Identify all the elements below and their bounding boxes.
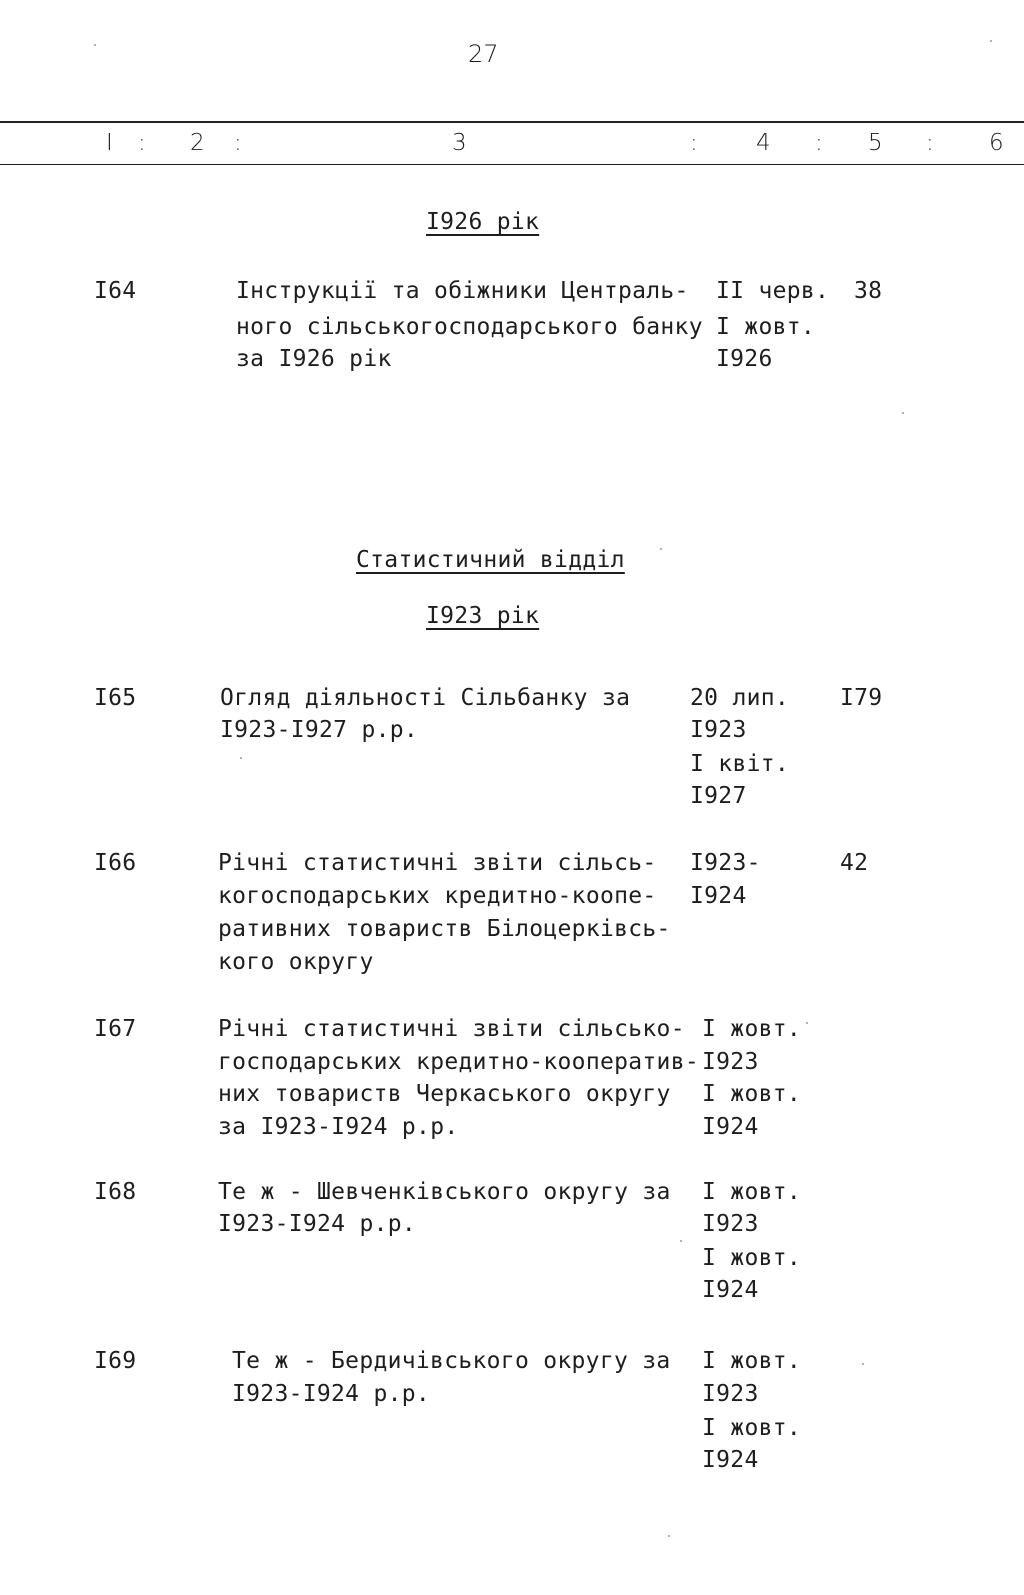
record-title-line: I923-I924 р.р. xyxy=(232,1381,431,1407)
record-date-line: I923 xyxy=(702,1381,759,1407)
scan-speck xyxy=(240,757,242,759)
record-title-line: Річні статистичні звіти сільсь- xyxy=(218,850,657,876)
record-number: I69 xyxy=(94,1348,137,1374)
record-title-line: за I923-I924 р.р. xyxy=(218,1114,459,1140)
section-year-1926: I926 рік xyxy=(426,209,540,235)
record-date-line: I923 xyxy=(702,1211,759,1237)
record-number: I67 xyxy=(94,1016,137,1042)
record-sheet-count: 38 xyxy=(854,278,883,304)
record-date-line: I жовт. xyxy=(702,1016,802,1042)
scan-speck xyxy=(668,1535,670,1537)
record-date-line: I923 xyxy=(690,717,747,743)
section-year-1923: I923 рік xyxy=(426,603,540,629)
record-date-line: I927 xyxy=(690,783,747,809)
record-number: I64 xyxy=(94,278,137,304)
record-title-line: них товариств Черкаського округу xyxy=(218,1081,671,1107)
scan-speck xyxy=(902,412,904,414)
record-date-line: I жовт. xyxy=(702,1415,802,1441)
page-number: 27 xyxy=(468,40,499,68)
record-title-line: Те ж - Шевченківського округу за xyxy=(218,1179,671,1205)
record-number: I68 xyxy=(94,1179,137,1205)
record-date-line: I жовт. xyxy=(702,1348,802,1374)
record-title-line: ративних товариств Білоцерківсь- xyxy=(218,916,671,942)
record-title-line: I923-I927 р.р. xyxy=(220,717,419,743)
record-title-line: I923-I924 р.р. xyxy=(218,1211,417,1237)
header-bottom-rule xyxy=(0,164,1024,165)
col-3-header: 3 xyxy=(452,130,467,156)
record-date-line: I жовт. xyxy=(702,1245,802,1271)
scan-speck xyxy=(680,1240,682,1242)
record-date-line: II черв. xyxy=(716,278,830,304)
record-number: I65 xyxy=(94,685,137,711)
scan-speck xyxy=(806,1022,808,1024)
record-date-line: I жовт. xyxy=(702,1179,802,1205)
col-separator: : xyxy=(815,130,823,156)
record-title-line: за I926 рік xyxy=(236,346,392,372)
section-department: Статистичний відділ xyxy=(356,547,625,573)
record-date-line: I жовт. xyxy=(702,1081,802,1107)
col-separator: : xyxy=(926,130,934,156)
header-top-rule xyxy=(0,121,1024,123)
record-title-line: Інструкції та обіжники Централь- xyxy=(236,278,689,304)
col-1-header: I xyxy=(106,130,113,156)
scan-speck xyxy=(862,1363,864,1365)
col-5-header: 5 xyxy=(868,130,883,156)
record-sheet-count: 42 xyxy=(840,850,869,876)
record-number: I66 xyxy=(94,850,137,876)
col-6-header: 6 xyxy=(989,130,1004,156)
record-date-line: I924 xyxy=(702,1114,759,1140)
col-4-header: 4 xyxy=(756,130,771,156)
record-title-line: ного сільськогосподарського банку xyxy=(236,314,703,340)
record-date-line: I924 xyxy=(702,1277,759,1303)
record-date-line: I жовт. xyxy=(716,314,816,340)
record-date-line: 20 лип. xyxy=(690,685,790,711)
record-title-line: Річні статистичні звіти сільсько- xyxy=(218,1016,685,1042)
col-separator: : xyxy=(234,130,242,156)
record-date-line: I926 xyxy=(716,346,773,372)
col-separator: : xyxy=(690,130,698,156)
record-title-line: Те ж - Бердичівського округу за xyxy=(232,1348,671,1374)
record-title-line: Огляд діяльності Сільбанку за xyxy=(220,685,631,711)
record-sheet-count: I79 xyxy=(840,685,883,711)
record-date-line: I924 xyxy=(690,883,747,909)
record-date-line: I923- xyxy=(690,850,761,876)
record-date-line: I923 xyxy=(702,1049,759,1075)
record-title-line: господарських кредитно-кооператив- xyxy=(218,1049,700,1075)
scan-speck xyxy=(94,44,96,46)
col-2-header: 2 xyxy=(190,130,205,156)
scan-speck xyxy=(660,548,662,550)
record-title-line: когосподарських кредитно-коопе- xyxy=(218,883,657,909)
record-title-line: кого округу xyxy=(218,949,374,975)
col-separator: : xyxy=(138,130,146,156)
scan-speck xyxy=(990,40,992,42)
record-date-line: I квіт. xyxy=(690,751,790,777)
record-date-line: I924 xyxy=(702,1447,759,1473)
